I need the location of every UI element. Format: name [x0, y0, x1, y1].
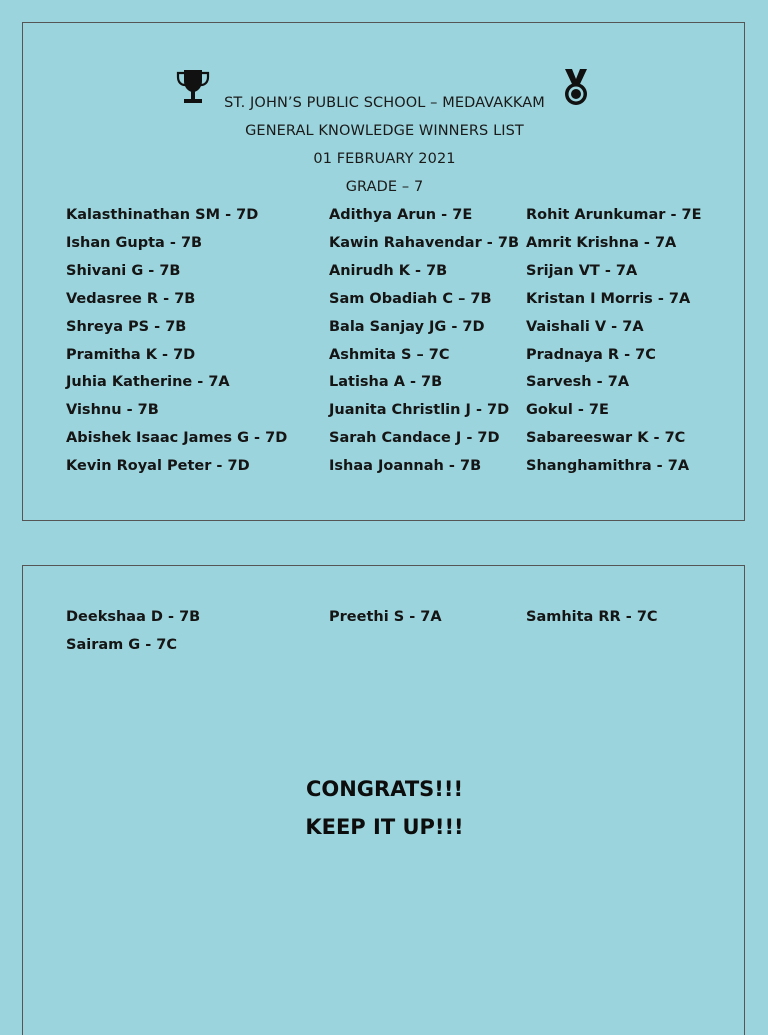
winner-name: Sairam G - 7C — [66, 637, 178, 653]
winner-name: Latisha A - 7B — [329, 374, 443, 390]
winner-name: Kawin Rahavendar - 7B — [329, 235, 519, 251]
winner-name: Ashmita S – 7C — [329, 347, 450, 363]
winner-name: Gokul - 7E — [526, 402, 609, 418]
list-date: 01 FEBRUARY 2021 — [313, 151, 456, 167]
winner-name: Deekshaa D - 7B — [66, 609, 201, 625]
winner-name: Juhia Katherine - 7A — [66, 374, 230, 390]
winner-name: Kalasthinathan SM - 7D — [66, 207, 259, 223]
winners-panel-page-1 — [22, 22, 745, 521]
winner-name: Samhita RR - 7C — [526, 609, 658, 625]
winner-name: Preethi S - 7A — [329, 609, 442, 625]
winner-name: Vishnu - 7B — [66, 402, 159, 418]
winner-name: Sabareeswar K - 7C — [526, 430, 686, 446]
winner-name: Shivani G - 7B — [66, 263, 181, 279]
winners-panel-page-2 — [22, 565, 745, 1035]
winner-name: Sarvesh - 7A — [526, 374, 630, 390]
keep-it-up-heading: KEEP IT UP!!! — [305, 815, 464, 839]
winner-name: Rohit Arunkumar - 7E — [526, 207, 702, 223]
winner-name: Vaishali V - 7A — [526, 319, 644, 335]
winner-name: Shanghamithra - 7A — [526, 458, 690, 474]
winner-name: Amrit Krishna - 7A — [526, 235, 677, 251]
grade-label: GRADE – 7 — [345, 179, 424, 195]
winner-name: Anirudh K - 7B — [329, 263, 448, 279]
congrats-heading: CONGRATS!!! — [305, 777, 464, 801]
winner-name: Srijan VT - 7A — [526, 263, 638, 279]
winner-name: Bala Sanjay JG - 7D — [329, 319, 485, 335]
winner-name: Sam Obadiah C – 7B — [329, 291, 492, 307]
winner-name: Shreya PS - 7B — [66, 319, 187, 335]
winner-name: Sarah Candace J - 7D — [329, 430, 500, 446]
winner-name: Kevin Royal Peter - 7D — [66, 458, 250, 474]
winner-name: Adithya Arun - 7E — [329, 207, 473, 223]
list-title: GENERAL KNOWLEDGE WINNERS LIST — [245, 123, 524, 139]
winner-name: Pradnaya R - 7C — [526, 347, 656, 363]
school-name: ST. JOHN’S PUBLIC SCHOOL – MEDAVAKKAM — [224, 95, 545, 111]
winner-name: Abishek Isaac James G - 7D — [66, 430, 288, 446]
winner-name: Pramitha K - 7D — [66, 347, 196, 363]
winner-name: Ishaa Joannah - 7B — [329, 458, 482, 474]
winner-name: Kristan I Morris - 7A — [526, 291, 691, 307]
winner-name: Ishan Gupta - 7B — [66, 235, 203, 251]
winner-name: Vedasree R - 7B — [66, 291, 196, 307]
winner-name: Juanita Christlin J - 7D — [329, 402, 510, 418]
